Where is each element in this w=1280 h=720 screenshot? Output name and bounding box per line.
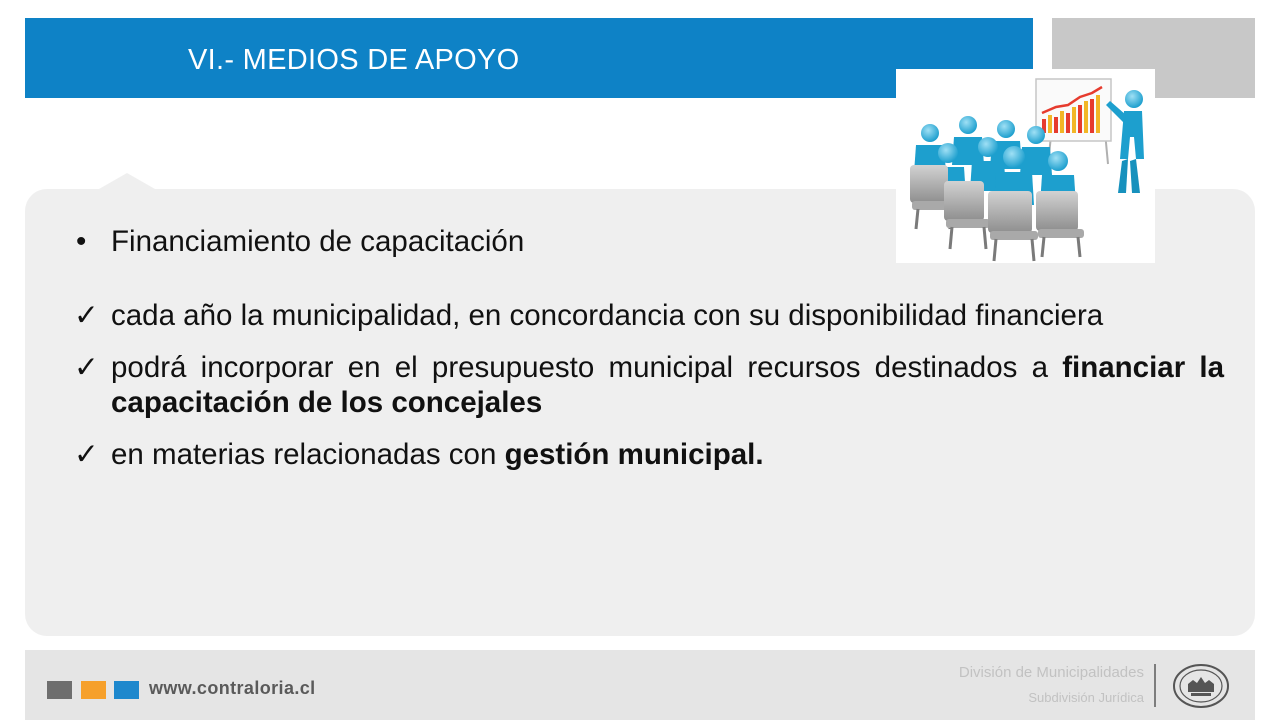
footer-square-gray — [47, 681, 72, 699]
check-item-text: en materias relacionadas con — [111, 438, 505, 471]
check-item-emphasis: gestión municipal. — [504, 438, 764, 471]
check-item — [74, 437, 1224, 472]
check-icon: ✓ — [74, 299, 99, 332]
content-text — [74, 224, 1224, 472]
check-item — [74, 350, 1224, 420]
footer-square-orange — [81, 681, 106, 699]
bullet-marker: • — [76, 225, 87, 258]
footer-divider — [1154, 664, 1156, 707]
website-link[interactable]: www.contraloria.cl — [149, 678, 316, 698]
title-bar — [25, 18, 1033, 98]
check-item — [74, 298, 1224, 333]
check-item-text: cada año la municipalidad, en concordancia con su disponibilidad financiera — [111, 299, 1104, 332]
check-item-text: podrá incorporar en el presupuesto municipal recursos destinados a — [111, 351, 1063, 384]
footer-subdivision: Subdivisión Jurídica — [1028, 690, 1144, 705]
footer-division: División de Municipalidades — [958, 664, 1144, 681]
check-item-emphasis: financiar la capacitación de los concejales — [111, 351, 1224, 419]
bullet-item — [74, 224, 1224, 259]
check-icon: ✓ — [74, 351, 99, 384]
slide-title: VI.- MEDIOS DE APOYO — [188, 44, 520, 76]
bullet-text: Financiamiento de capacitación — [111, 225, 525, 258]
footer-square-blue — [114, 681, 139, 699]
contraloria-seal-icon — [1171, 662, 1231, 710]
check-icon: ✓ — [74, 438, 99, 471]
